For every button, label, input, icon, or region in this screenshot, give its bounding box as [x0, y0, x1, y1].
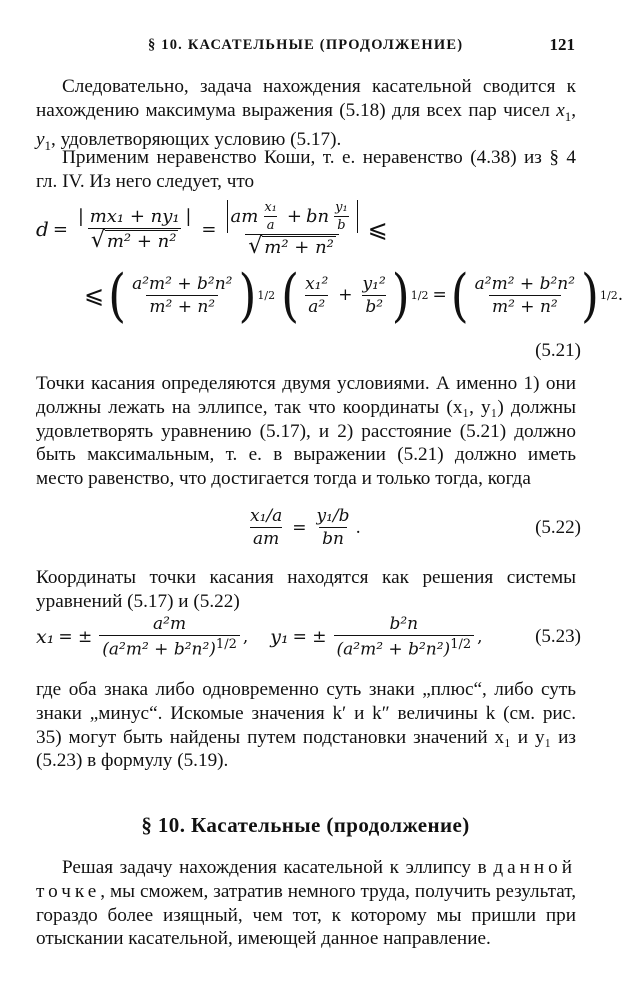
fraction-x1 [99, 614, 240, 660]
paragraph-6-before: Решая задачу нахождения касательной к эллипсу в [62, 857, 487, 878]
period-522: . [355, 517, 361, 538]
x1-squared: x₁² [305, 273, 329, 294]
paragraph-6-after: , мы сможем, затратив немного труда, получить результат, гораздо более изящный, чем тот, к которому мы пришли при отыскании касательной, имеющей данное направление. [36, 880, 576, 950]
fraction-1 [75, 206, 195, 252]
comma-1: , [242, 626, 249, 647]
var-x: x [556, 99, 565, 121]
page-number: 121 [549, 35, 575, 54]
bn-denominator: bn [319, 527, 347, 549]
y-over-b [332, 200, 351, 233]
sqrt-2: √ m² + n² [248, 234, 334, 259]
equals-3: = [432, 285, 447, 305]
y1: y₁ [335, 200, 348, 215]
paragraph-3-text: Точки касания определяются двумя условиями. А именно 1) они должны лежать на эллипсе, так что координаты (x₁, y₁) должны удовлетворять уравнению (5.17), и 2) расстояние (5.21) должно быть максимальным, т. е. в выражении (5.21) должно иметь место равенство, что достигается тогда и только тогда, когда [36, 373, 576, 490]
period: . [617, 285, 623, 305]
plus: + [286, 206, 302, 227]
fraction-y1 [334, 614, 475, 660]
x1-denominator-exp: 1/2 [215, 637, 237, 652]
paragraph-5 [36, 678, 576, 773]
running-title: § 10. КАСАТЕЛЬНЫЕ (ПРОДОЛЖЕНИЕ) [148, 37, 464, 53]
exponent-half-1: 1/2 [257, 288, 276, 302]
paren-open-2: ( [281, 261, 300, 329]
paragraph-1-body: Следовательно, задача нахождения касательной сводится к нахождению максимума выражения (5.18) для всех пар чисел [36, 76, 576, 121]
paren-open-3: ( [450, 261, 469, 329]
sqrt-2-radicand: m² + n² [264, 237, 334, 258]
paragraph-2-text: Применим неравенство Коши, т. е. неравенство (4.38) из § 4 гл. IV. Из него следует, что [36, 147, 576, 192]
var-y: y [36, 129, 45, 151]
fraction-1-denominator [88, 228, 182, 252]
eq-equals: = [52, 218, 68, 240]
y1-denominator [334, 635, 475, 660]
fraction-x-over-a-am [247, 506, 285, 549]
eq-d: d [36, 217, 49, 241]
fraction-6-numerator: a²m² + b²n² [474, 273, 576, 294]
fraction-6-denominator: m² + n² [489, 295, 561, 317]
section-heading: § 10. Касательные (продолжение) [141, 813, 470, 837]
eq-equals-2: = [201, 218, 217, 240]
sqrt-1-radicand: m² + n² [106, 231, 177, 252]
fraction-1-numerator: | mx₁ + ny₁ | [77, 206, 192, 227]
b2n: b²n [389, 614, 419, 634]
b: b [334, 216, 348, 233]
paragraph-3 [36, 372, 576, 491]
equals-pm-2: = ± [292, 626, 327, 647]
sub-1b: 1 [44, 138, 52, 154]
x1-denominator [99, 635, 240, 660]
am: am [230, 206, 259, 227]
fraction-2-numerator [224, 200, 361, 234]
paren-close-3: ) [581, 261, 599, 329]
equals-522: = [292, 517, 307, 538]
fraction-y-over-b-bn [314, 506, 353, 549]
y1-lhs: y₁ [270, 625, 289, 648]
paragraph-4 [36, 566, 576, 614]
leq-sign: ⩽ [367, 215, 388, 243]
paren-close-1: ) [238, 261, 257, 329]
paragraph-1-tail: , удовлетворяющих условию (5.17). [51, 129, 342, 151]
a: a [264, 216, 278, 233]
paragraph-6 [36, 856, 576, 951]
abs-value [227, 200, 358, 233]
paragraph-2 [36, 146, 576, 194]
comma-2: , [477, 626, 483, 647]
comma: , [571, 99, 577, 121]
equals-pm-1: = ± [58, 626, 93, 647]
b-squared: b² [362, 295, 386, 317]
paragraph-6-emphasis: данной точке [36, 857, 576, 902]
x1-lhs: x₁ [36, 625, 55, 648]
x-over-a [261, 200, 280, 233]
paren-open-1: ( [108, 261, 127, 329]
x1-denominator-base: (a²m² + b²n²) [102, 639, 216, 660]
y1-squared: y₁² [362, 273, 386, 294]
a-squared: a² [305, 295, 328, 317]
equation-label-5-22: (5.22) [535, 516, 581, 538]
am-denominator: am [250, 527, 282, 549]
plus-2: + [338, 285, 353, 305]
x1-over-a: x₁/a [250, 506, 283, 526]
y1-denominator-base: (a²m² + b²n²) [336, 639, 451, 660]
paragraph-6-text [36, 856, 576, 951]
sub-1: 1 [564, 108, 572, 124]
y1-denominator-exp: 1/2 [450, 637, 472, 652]
equation-label-5-21: (5.21) [535, 340, 581, 361]
x1: x₁ [264, 200, 277, 215]
equation-5-21-line-1 [36, 200, 581, 258]
equation-label-5-23: (5.23) [535, 625, 581, 647]
y1-over-b: y₁/b [316, 506, 350, 526]
fraction-4 [302, 274, 331, 317]
paragraph-4-text: Координаты точки касания находятся как решения системы уравнений (5.17) и (5.22) [36, 567, 576, 612]
fraction-2-denominator [245, 234, 339, 258]
paren-close-2: ) [391, 261, 410, 329]
exponent-half-3: 1/2 [600, 288, 618, 302]
fraction-5 [360, 274, 389, 317]
fraction-6 [472, 274, 578, 317]
equation-5-22 [36, 506, 581, 549]
fraction-3-denominator: m² + n² [146, 295, 218, 317]
exponent-half-2: 1/2 [410, 288, 429, 302]
leq-sign-2: ⩽ [84, 281, 105, 309]
fraction-3 [129, 274, 235, 317]
fraction-2 [224, 200, 361, 258]
a2m: a²m [153, 614, 187, 634]
bn: bn [305, 206, 330, 227]
equation-5-23 [36, 614, 581, 660]
equation-5-21-line-2 [80, 261, 623, 329]
sqrt-1: √ m² + n² [90, 228, 177, 253]
fraction-3-numerator: a²m² + b²n² [132, 273, 233, 294]
paragraph-5-text: где оба знака либо одновременно суть знаки „плюс“, либо суть знаки „минус“. Искомые значения k′ и k″ величины k (см. рис. 35) могут быть найдены путем подстановки значений x₁ и y₁ из (5.23) в формулу (5.19). [36, 679, 576, 772]
